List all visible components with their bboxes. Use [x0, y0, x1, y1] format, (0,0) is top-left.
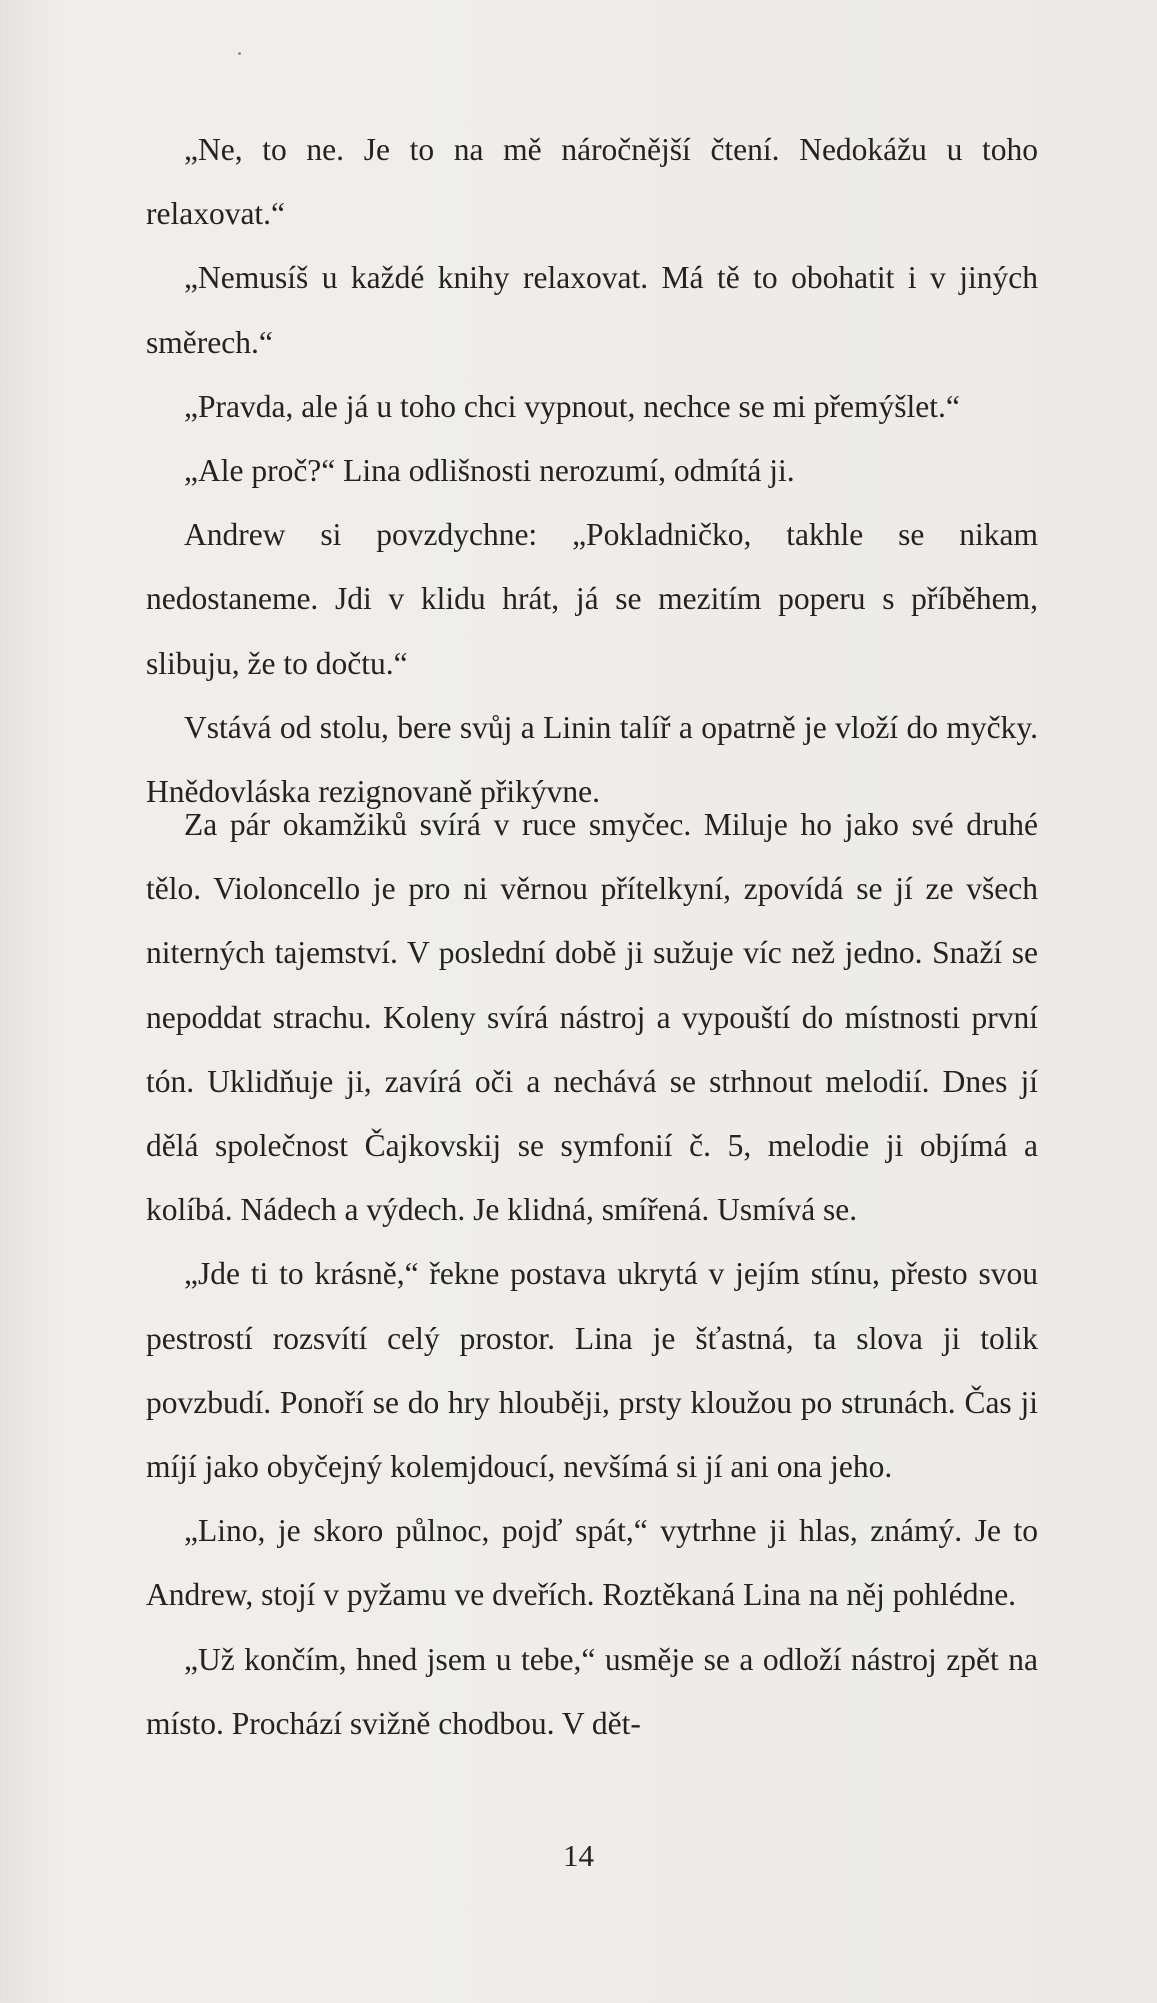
paragraph: „Nemusíš u každé knihy relaxovat. Má tě to obohatit i v jiných směrech.“ — [146, 260, 1038, 360]
text-section-cello — [146, 793, 1038, 1756]
paragraph: „Pravda, ale já u toho chci vypnout, nechce se mi přemýšlet.“ — [184, 388, 960, 424]
paragraph: Za pár okamžiků svírá v ruce smyčec. Miluje ho jako své druhé tělo. Violoncello je pro ni věrnou přítelkyní, zpovídá se jí ze všech niterných tajemství. V poslední době ji sužuje víc než jedno. Snaží se nepoddat strachu. Koleny svírá nástroj a vypouští do místnosti první tón. Uklidňuje ji, zavírá oči a nechává se strhnout melodií. Dnes jí dělá společnost Čajkovskij se symfonií č. 5, melodie ji objímá a kolíbá. Nádech a výdech. Je klidná, smířená. Usmívá se. — [146, 807, 1038, 1228]
paragraph: Andrew si povzdychne: „Pokladničko, takhle se nikam nedostaneme. Jdi v klidu hrát, já se mezitím poperu s příběhem, slibuju, že to dočtu.“ — [146, 517, 1038, 681]
text-section-dialogue — [146, 118, 1038, 824]
paragraph: „Ale proč?“ Lina odlišnosti nerozumí, odmítá ji. — [184, 453, 795, 489]
paragraph: „Lino, je skoro půlnoc, pojď spát,“ vytrhne ji hlas, známý. Je to Andrew, stojí v pyžamu ve dveřích. Roztěkaná Lina na něj pohlédne. — [146, 1513, 1038, 1613]
dust-speck — [238, 52, 241, 55]
paragraph: „Jde ti to krásně,“ řekne postava ukrytá v jejím stínu, přesto svou pestrostí rozsvítí celý prostor. Lina je šťastná, ta slova ji tolik povzbudí. Ponoří se do hry hlouběji, prsty kloužou po strunách. Čas ji míjí jako obyčejný kolemjdoucí, nevšímá si jí ani ona jeho. — [146, 1256, 1038, 1485]
page-number: 14 — [563, 1838, 594, 1873]
paragraph: „Ne, to ne. Je to na mě náročnější čtení. Nedokážu u toho relaxovat.“ — [146, 132, 1038, 232]
paragraph: „Už končím, hned jsem u tebe,“ usměje se a odloží nástroj zpět na místo. Prochází svižně chodbou. V dět- — [146, 1641, 1038, 1741]
paragraph: Vstává od stolu, bere svůj a Linin talíř a opatrně je vloží do myčky. Hnědovláska rezignovaně přikývne. — [146, 709, 1038, 810]
